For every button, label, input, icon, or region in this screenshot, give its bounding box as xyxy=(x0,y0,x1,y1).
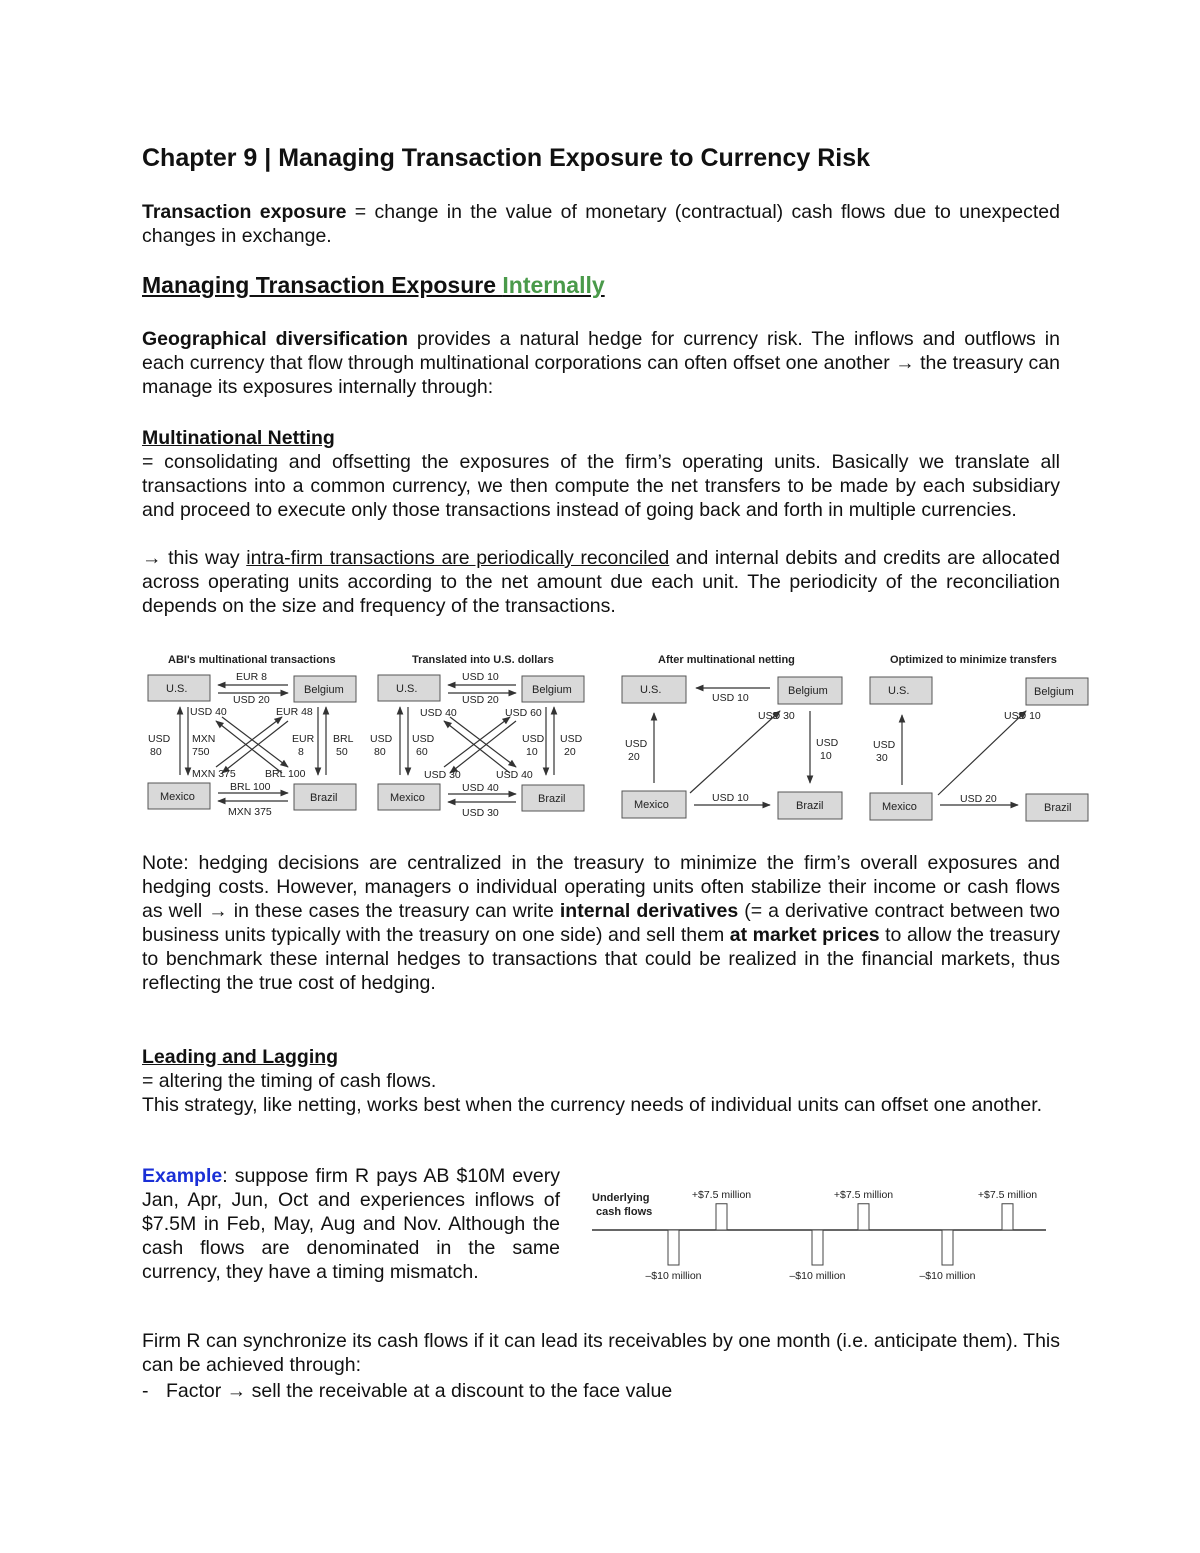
panel-3-us: U.S. xyxy=(640,684,662,696)
section-heading-main: Managing Transaction Exposure xyxy=(142,272,503,298)
sync-bullet-text: Factor → sell the receivable at a discount to the face value xyxy=(166,1380,673,1402)
outflow-label: –$10 million xyxy=(919,1270,976,1282)
panel-2-midr-a: USD xyxy=(522,733,545,745)
panel-4-left-b: 30 xyxy=(876,752,888,764)
panel-2-top-a: USD 10 xyxy=(462,671,499,683)
panel-1-top-a: EUR 8 xyxy=(236,671,267,683)
panel-2-right-a: USD xyxy=(560,733,583,745)
netting-p2-underlined: intra-firm transactions are periodically reconciled xyxy=(246,547,670,569)
panel-1-bot-b: MXN 375 xyxy=(228,806,272,818)
sync-bullet xyxy=(142,1379,1060,1403)
definition-text: = change in the value of monetary (contractual) cash flows due to unexpected changes in exchange. xyxy=(142,201,1060,247)
page-title: Chapter 9 | Managing Transaction Exposure to Currency Risk xyxy=(142,144,871,172)
example-label: Example xyxy=(142,1165,223,1187)
outflow-bar xyxy=(668,1230,679,1265)
panel-2-bot-a: USD 40 xyxy=(462,782,499,794)
panel-1-midr-a: EUR xyxy=(292,733,315,745)
panel-4-brazil: Brazil xyxy=(1044,802,1072,814)
geo-term: Geographical diversification xyxy=(142,328,408,350)
panel-1-top-b: USD 20 xyxy=(233,694,270,706)
panel-2-cross-r: USD 60 xyxy=(505,707,542,719)
panel-4-diag: USD 10 xyxy=(1004,710,1041,722)
panel-2-title: Translated into U.S. dollars xyxy=(412,654,554,666)
example-text: : suppose firm R pays AB $10M every Jan, Apr, Jun, Oct and experiences inflows of $7.5M in Feb, May, Aug and Nov. Although the cash flows are denominated in the same currency, they have a timing mismatch. xyxy=(142,1165,560,1283)
netting-paragraph-2 xyxy=(142,546,1060,618)
outflow-label: –$10 million xyxy=(645,1270,702,1282)
panel-3-belgium: Belgium xyxy=(788,685,828,697)
inflow-label: +$7.5 million xyxy=(977,1189,1038,1201)
cashflow-chart xyxy=(588,1180,1050,1290)
panel-2-us: U.S. xyxy=(396,683,418,695)
note-bold-2: at market prices xyxy=(729,924,880,946)
panel-3-left-a: USD xyxy=(625,738,648,750)
panel-3-mexico: Mexico xyxy=(634,799,669,811)
panel-1-us: U.S. xyxy=(166,683,188,695)
leading-line-2: This strategy, like netting, works best when the currency needs of individual units can offset one another. xyxy=(142,1094,1043,1116)
panel-2-left-b: 80 xyxy=(374,746,386,758)
panel-2-mexico: Mexico xyxy=(390,792,425,804)
panel-1-midl-b: 750 xyxy=(192,746,210,758)
outflow-label: –$10 million xyxy=(789,1270,846,1282)
panel-3-left-b: 20 xyxy=(628,751,640,763)
panel-4-mexico: Mexico xyxy=(882,801,917,813)
inflow-bar xyxy=(1002,1204,1013,1230)
panel-3-right-b: 10 xyxy=(820,750,832,762)
section-heading-internal xyxy=(142,272,605,299)
section-heading-green: Internally xyxy=(502,272,605,298)
panel-2-belgium: Belgium xyxy=(532,684,572,696)
panel-2-cross-l: USD 40 xyxy=(420,707,457,719)
panel-3-top: USD 10 xyxy=(712,692,749,704)
panel-2-top-b: USD 20 xyxy=(462,694,499,706)
example-paragraph xyxy=(142,1164,560,1284)
outflow-bar xyxy=(942,1230,953,1265)
panel-4-us: U.S. xyxy=(888,685,910,697)
panel-1-right-b: 50 xyxy=(336,746,348,758)
netting-paragraph-1: = consolidating and offsetting the exposures of the firm’s operating units. Basically we translate all transactions into a common currency, we then compute the net transfers to be made by each subsidiary and proceed to execute only those transactions instead of going back and forth in multiple currencies. xyxy=(142,451,1060,521)
panel-1-bot-a: BRL 100 xyxy=(230,781,271,793)
panel-1-brazil: Brazil xyxy=(310,792,338,804)
panel-1-belgium: Belgium xyxy=(304,684,344,696)
note-bold-1: internal derivatives xyxy=(559,900,739,922)
note-paragraph xyxy=(142,851,1060,995)
panel-1-low-r: BRL 100 xyxy=(265,768,306,780)
netting-p2-rest: and internal debits and credits are allocated across operating units according to the net amount due each unit. The periodicity of the reconciliation depends on the size and frequency of the transactions. xyxy=(142,547,1060,617)
panel-1-low-l: MXN 375 xyxy=(192,768,236,780)
panel-3-title: After multinational netting xyxy=(658,654,795,666)
panel-2-low-l: USD 30 xyxy=(424,769,461,781)
panel-3-bottom: USD 10 xyxy=(712,792,749,804)
inflow-label: +$7.5 million xyxy=(833,1189,894,1201)
panel-2-midl-a: USD xyxy=(412,733,435,745)
panel-1-left-b: 80 xyxy=(150,746,162,758)
panel-1-cross-r: EUR 48 xyxy=(276,706,313,718)
panel-1-midr-b: 8 xyxy=(298,746,304,758)
panel-1-mexico: Mexico xyxy=(160,791,195,803)
netting-diagram xyxy=(140,645,1100,830)
panel-3-brazil: Brazil xyxy=(796,800,824,812)
panel-2-midl-b: 60 xyxy=(416,746,428,758)
inflow-bar xyxy=(858,1204,869,1230)
geo-paragraph xyxy=(142,327,1060,399)
panel-2-bot-b: USD 30 xyxy=(462,807,499,819)
panel-4-left-a: USD xyxy=(873,739,896,751)
panel-1-cross-l: USD 40 xyxy=(190,706,227,718)
panel-2-midr-b: 10 xyxy=(526,746,538,758)
diagram-panel-1 xyxy=(148,654,356,818)
inflow-bar xyxy=(716,1204,727,1230)
netting-heading: Multinational Netting xyxy=(142,427,335,449)
panel-3-diag: USD 30 xyxy=(758,710,795,722)
panel-1-midl-a: MXN xyxy=(192,733,216,745)
definition-paragraph xyxy=(142,200,1060,248)
panel-2-right-b: 20 xyxy=(564,746,576,758)
panel-4-title: Optimized to minimize transfers xyxy=(890,654,1057,666)
diagram-panel-2 xyxy=(370,654,584,819)
outflow-bar xyxy=(812,1230,823,1265)
panel-2-low-r: USD 40 xyxy=(496,769,533,781)
note-text-1: Note: hedging decisions are centralized in the treasury to minimize the firm’s overall exposures and hedging costs. However, managers o individual operating units often stabilize their income or cash flows as well → in these cases the treasury can write xyxy=(142,852,1060,922)
definition-term: Transaction exposure xyxy=(142,201,347,223)
cashflow-label-2: cash flows xyxy=(596,1206,653,1218)
panel-2-left-a: USD xyxy=(370,733,393,745)
panel-1-right-a: BRL xyxy=(333,733,354,745)
panel-3-right-a: USD xyxy=(816,737,839,749)
panel-4-belgium: Belgium xyxy=(1034,686,1074,698)
sync-bullet-dash: - xyxy=(142,1380,149,1402)
inflow-label: +$7.5 million xyxy=(691,1189,752,1201)
panel-1-title: ABI's multinational transactions xyxy=(168,654,336,666)
netting-p2-arrow: → this way xyxy=(142,547,247,569)
geo-text: provides a natural hedge for currency risk. The inflows and outflows in each currency that flow through multinational corporations can often offset one another → the treasury can manage its exposures internally through: xyxy=(142,328,1060,398)
cashflow-label-1: Underlying xyxy=(592,1192,650,1204)
panel-1-left-a: USD xyxy=(148,733,171,745)
leading-line-1: = altering the timing of cash flows. xyxy=(142,1070,437,1092)
diagram-panel-3 xyxy=(622,654,842,819)
diagram-panel-4 xyxy=(870,654,1088,821)
note-text-3: to allow the treasury to benchmark these internal hedges to transactions that could be realized in the financial markets, thus reflecting the true cost of hedging. xyxy=(142,924,1060,994)
leading-heading: Leading and Lagging xyxy=(142,1046,339,1068)
note-text-2: (= a derivative contract between two business units typically with the treasury on one side) and sell them xyxy=(142,900,1061,946)
panel-4-bottom: USD 20 xyxy=(960,793,997,805)
panel-2-brazil: Brazil xyxy=(538,793,566,805)
sync-paragraph: Firm R can synchronize its cash flows if it can lead its receivables by one month (i.e. anticipate them). This can be achieved through: xyxy=(142,1330,1060,1376)
